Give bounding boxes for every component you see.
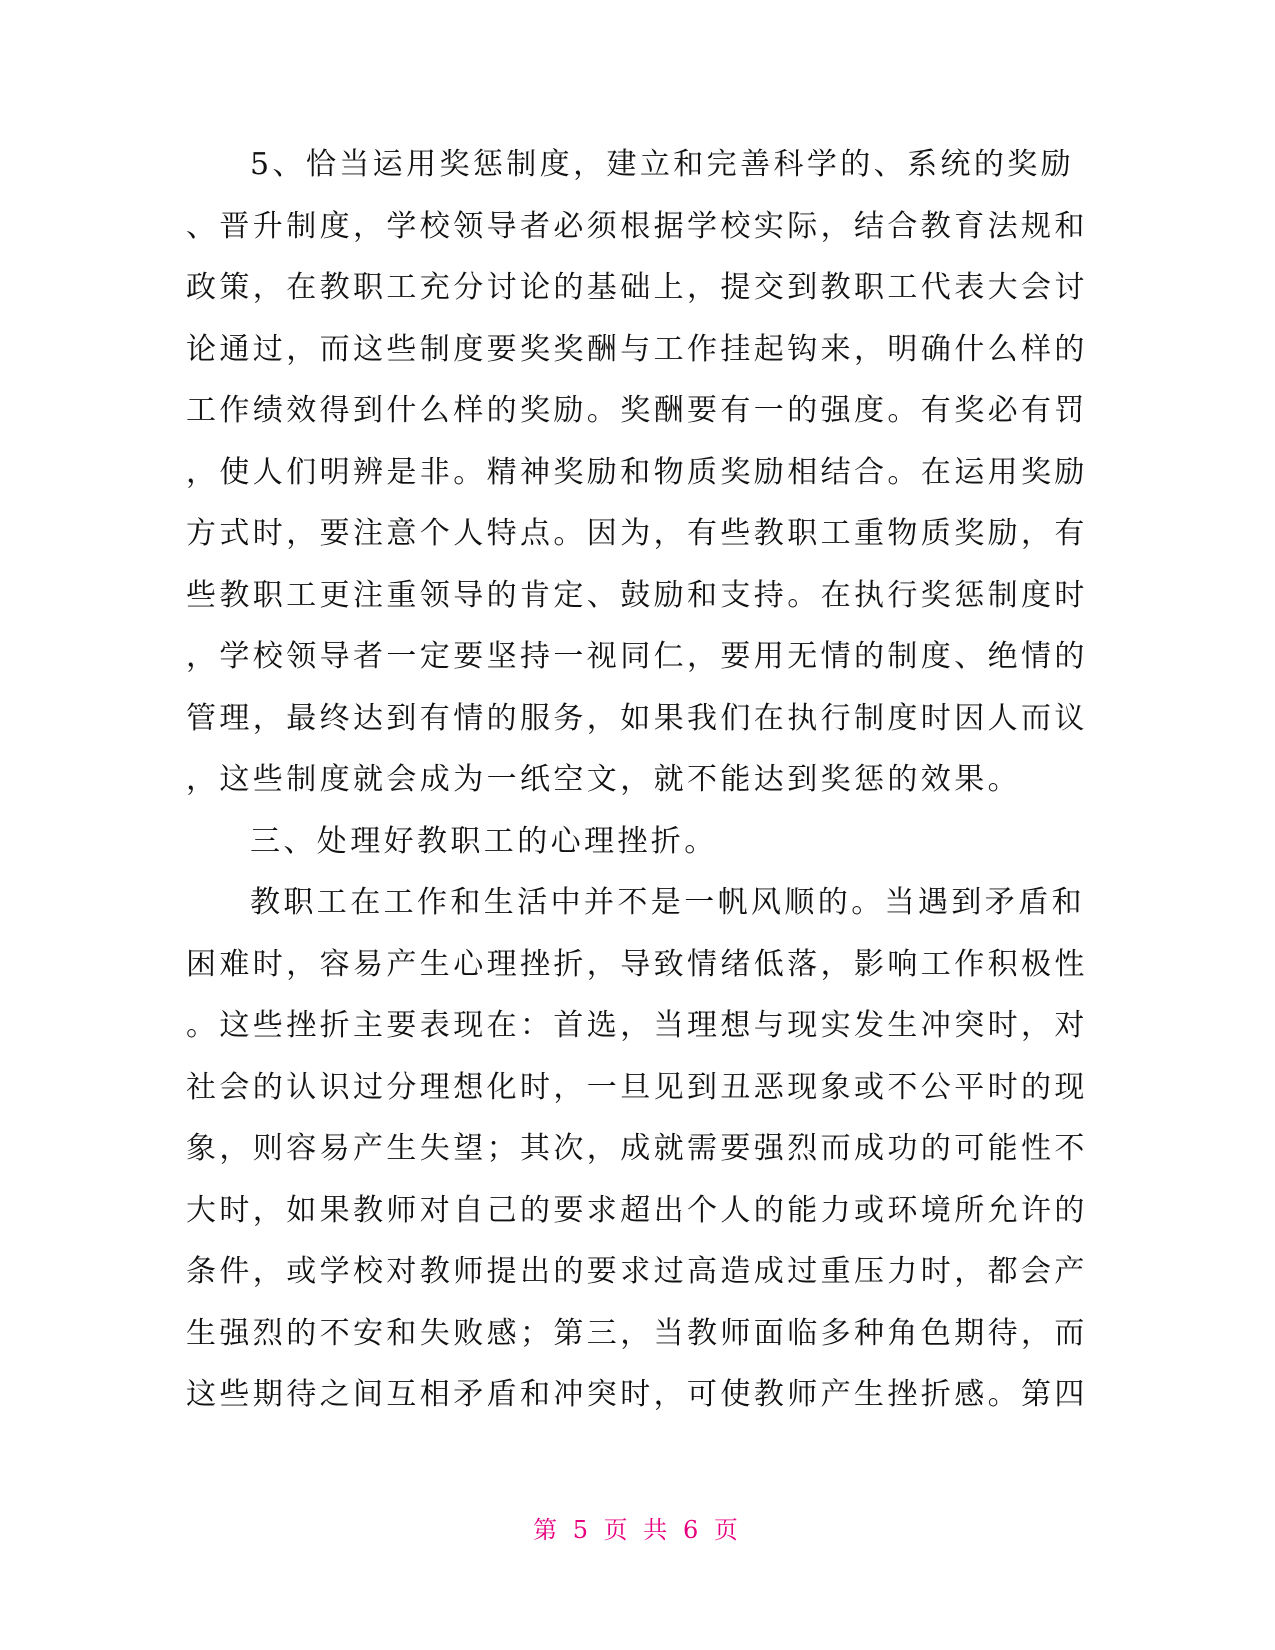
paragraph-line: 教职工在工作和生活中并不是一帆风顺的。当遇到矛盾和 [250, 885, 1085, 920]
paragraph-line: 5、恰当运用奖惩制度，建立和完善科学的、系统的奖励 [250, 147, 1075, 182]
paragraph-line: 政策，在教职工充分讨论的基础上，提交到教职工代表大会讨 [186, 270, 1088, 305]
paragraph-line: 条件，或学校对教师提出的要求过高造成过重压力时，都会产 [186, 1254, 1088, 1289]
paragraph-line: 。这些挫折主要表现在：首选，当理想与现实发生冲突时，对 [186, 1008, 1088, 1043]
page-number-footer: 第 5 页 共 6 页 [533, 1516, 742, 1544]
paragraph-line: 、晋升制度，学校领导者必须根据学校实际，结合教育法规和 [186, 209, 1088, 244]
paragraph-line: 社会的认识过分理想化时，一旦见到丑恶现象或不公平时的现 [186, 1070, 1088, 1105]
paragraph-line: 大时，如果教师对自己的要求超出个人的能力或环境所允许的 [186, 1193, 1088, 1228]
paragraph-line: ，这些制度就会成为一纸空文，就不能达到奖惩的效果。 [186, 762, 1021, 797]
paragraph-line: 方式时，要注意个人特点。因为，有些教职工重物质奖励，有 [186, 516, 1088, 551]
paragraph-line: 困难时，容易产生心理挫折，导致情绪低落，影响工作积极性 [186, 947, 1088, 982]
paragraph-line: 工作绩效得到什么样的奖励。奖酬要有一的强度。有奖必有罚 [186, 393, 1088, 428]
paragraph-line: 些教职工更注重领导的肯定、鼓励和支持。在执行奖惩制度时 [186, 578, 1088, 613]
paragraph-line: 论通过，而这些制度要奖奖酬与工作挂起钩来，明确什么样的 [186, 332, 1088, 367]
section-heading: 三、处理好教职工的心理挫折。 [250, 824, 718, 859]
paragraph-line: ，学校领导者一定要坚持一视同仁，要用无情的制度、绝情的 [186, 639, 1088, 674]
paragraph-line: 这些期待之间互相矛盾和冲突时，可使教师产生挫折感。第四 [186, 1377, 1088, 1412]
paragraph-line: ，使人们明辨是非。精神奖励和物质奖励相结合。在运用奖励 [186, 455, 1088, 490]
paragraph-line: 象，则容易产生失望；其次，成就需要强烈而成功的可能性不 [186, 1131, 1088, 1166]
paragraph-line: 管理，最终达到有情的服务，如果我们在执行制度时因人而议 [186, 701, 1088, 736]
paragraph-line: 生强烈的不安和失败感；第三，当教师面临多种角色期待，而 [186, 1316, 1088, 1351]
